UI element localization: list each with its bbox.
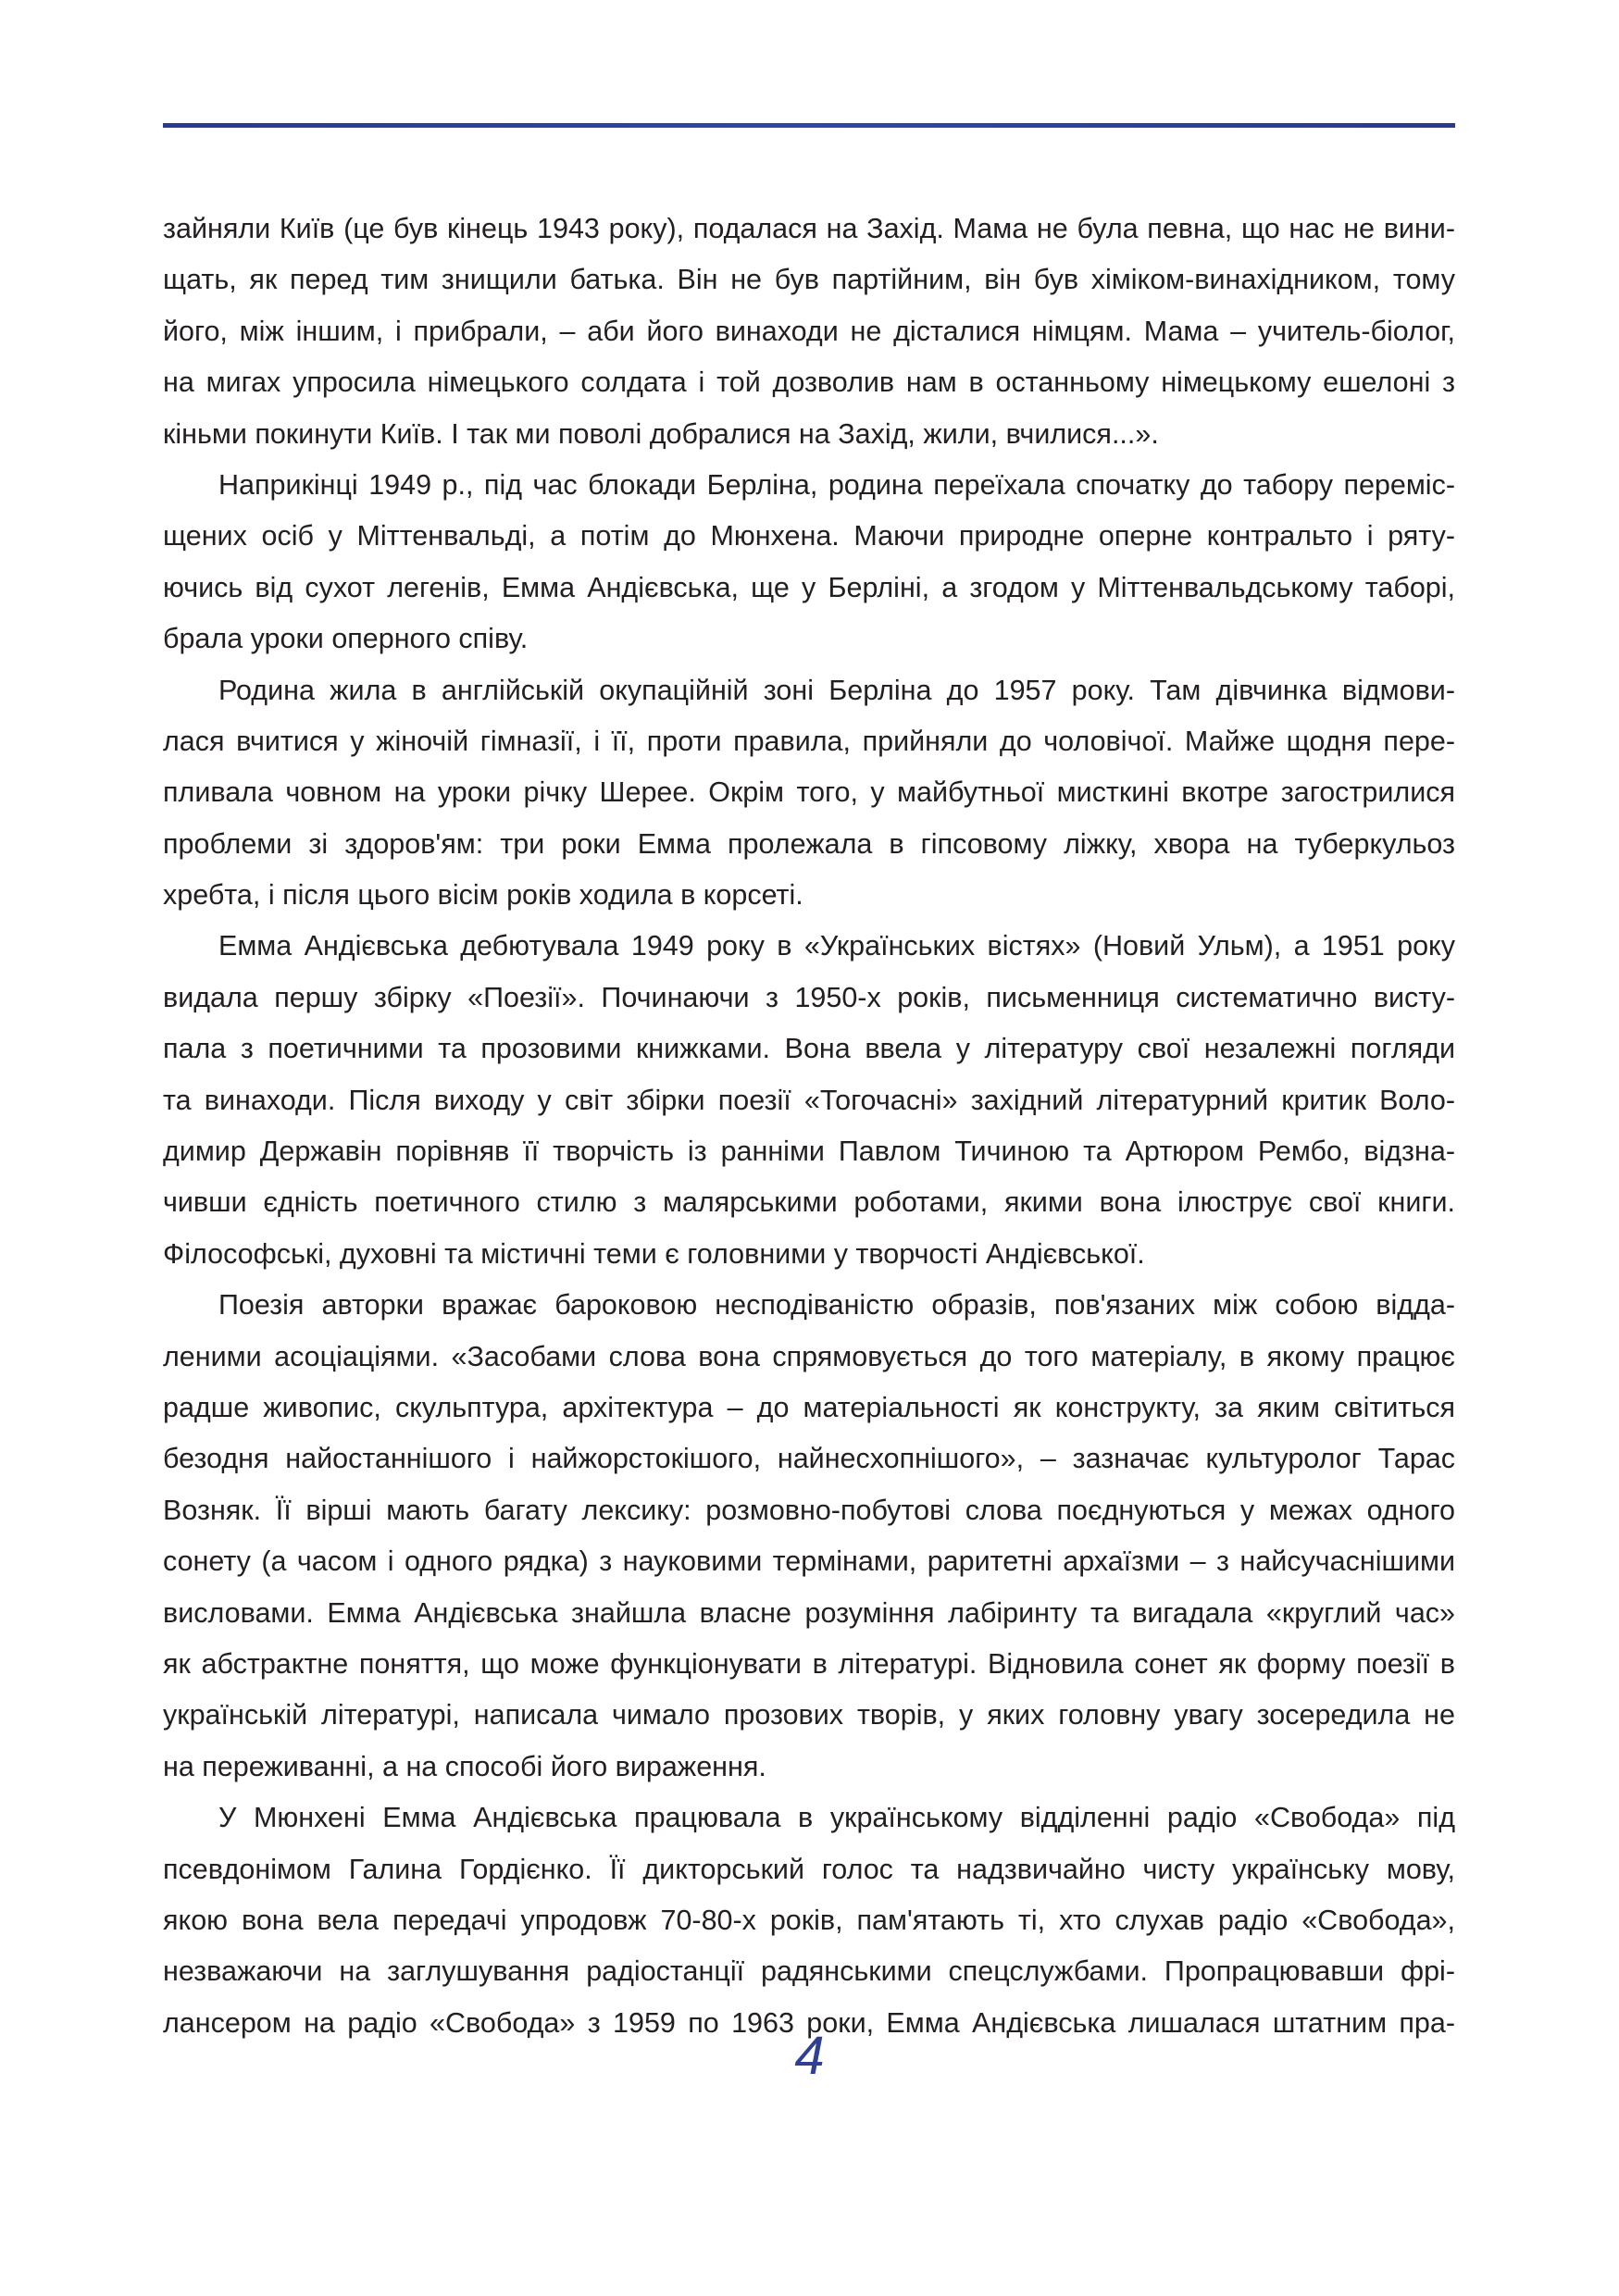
text-line: якою вона вела передачі упродовж 70-80-х років, пам'ятають ті, хто слухав радіо «Свобода»,: [163, 1904, 1455, 1936]
text-line: димир Державін порівняв її творчість із ранніми Павлом Тичиною та Артюром Рембо, відзна-: [163, 1136, 1455, 1168]
text-line: Наприкінці 1949 р., під час блокади Берліна, родина переїхала спочатку до табору переміс-: [218, 468, 1455, 501]
text-line: пливала човном на уроки річку Шерее. Окрім того, у майбутньої мисткині вкотре загострилися: [163, 776, 1455, 809]
text-line: проблеми зі здоров'ям: три роки Емма пролежала в гіпсовому ліжку, хвора на туберкульоз: [163, 827, 1455, 860]
text-line: сонету (а часом і одного рядка) з науковими термінами, раритетні архаїзми – з найсучаснішими: [163, 1545, 1455, 1578]
paragraph: [163, 1793, 1455, 2049]
text-line: на переживанні, а на способі його вираження.: [163, 1750, 766, 1782]
text-line: лася вчитися у жіночій гімназії, і її, проти правила, прийняли до чоловічої. Майже щодня пере-: [163, 725, 1455, 757]
paragraph: [163, 921, 1455, 1280]
header-rule: [163, 123, 1455, 128]
text-line: лансером на радіо «Свобода» з 1959 по 1963 роки, Емма Андієвська лишалася штатним пра-: [163, 2006, 1455, 2039]
text-line: брала уроки оперного співу.: [163, 623, 529, 655]
text-line: незважаючи на заглушування радіостанції радянськими спецслужбами. Пропрацювавши фрі-: [163, 1955, 1455, 1988]
text-line: щать, як перед тим знищили батька. Він не був партійним, він був хіміком-винахідником, тому: [163, 264, 1455, 296]
text-line: кіньми покинути Київ. І так ми поволі добралися на Захід, жили, вчилися...».: [163, 417, 1159, 450]
text-line: щених осіб у Міттенвальді, а потім до Мюнхена. Маючи природне оперне контральто і ряту-: [163, 520, 1455, 552]
text-line: на мигах упросила німецького солдата і той дозволив нам в останньому німецькому ешелоні з: [163, 366, 1455, 399]
text-line: Возняк. Її вірші мають багату лексику: розмовно-побутові слова поєднуються у межах одного: [163, 1494, 1455, 1526]
text-line: У Мюнхені Емма Андієвська працювала в українському відділенні радіо «Свобода» під: [218, 1802, 1455, 1834]
page-number: 4: [794, 2026, 825, 2086]
paragraph: [163, 460, 1455, 665]
paragraph: [163, 665, 1455, 922]
text-line: його, між іншим, і прибрали, – аби його винаходи не дісталися німцям. Мама – учитель-біолог,: [163, 315, 1455, 347]
text-line: Емма Андієвська дебютувала 1949 року в «Українських вістях» (Новий Ульм), а 1951 року: [218, 930, 1455, 962]
text-line: пала з поетичними та прозовими книжками. Вона ввела у літературу свої незалежні погляди: [163, 1033, 1455, 1065]
text-line: леними асоціаціями. «Засобами слова вона спрямовується до того матеріалу, в якому працює: [163, 1340, 1455, 1372]
text-line: хребта, і після цього вісім років ходила в корсеті.: [163, 879, 803, 912]
text-line: радше живопис, скульптура, архітектура – до матеріальності як конструкту, за яким світиться: [163, 1391, 1455, 1423]
text-line: ючись від сухот легенів, Емма Андієвська, ще у Берліні, а згодом у Міттенвальдському таборі,: [163, 571, 1455, 603]
text-line: як абстрактне поняття, що може функціонувати в літературі. Відновила сонет як форму поезії в: [163, 1647, 1455, 1680]
text-line: Поезія авторки вражає бароковою несподіваністю образів, пов'язаних між собою відда-: [218, 1289, 1455, 1322]
paragraph: [163, 1280, 1455, 1793]
text-line: безодня найостаннішого і найжорстокішого, найнесхопнішого», – зазначає культуролог Тарас: [163, 1443, 1455, 1475]
text-line: зайняли Київ (це був кінець 1943 року), подалася на Захід. Мама не була певна, що нас не вини-: [163, 213, 1455, 244]
text-line: видала першу збірку «Поезії». Починаючи з 1950-х років, письменниця систематично висту-: [163, 981, 1455, 1013]
text-line: висловами. Емма Андієвська знайшла власне розуміння лабіринту та вигадала «круглий час»: [163, 1596, 1455, 1629]
text-line: Родина жила в англійській окупаційній зоні Берліна до 1957 року. Там дівчинка відмови-: [218, 674, 1455, 706]
text-line: Філософські, духовні та містичні теми є головними у творчості Андієвської.: [163, 1237, 1145, 1270]
body-text: [163, 204, 1455, 2049]
text-line: чивши єдність поетичного стилю з малярськими роботами, якими вона ілюструє свої книги.: [163, 1186, 1455, 1219]
paragraph: [163, 204, 1455, 460]
text-line: псевдонімом Галина Гордієнко. Її дикторський голос та надзвичайно чисту українську мову,: [163, 1853, 1455, 1885]
text-line: українській літературі, написала чимало прозових творів, у яких головну увагу зосередила не: [163, 1699, 1455, 1731]
text-line: та винаходи. Після виходу у світ збірки поезії «Тогочасні» західний літературний критик Воло-: [163, 1084, 1455, 1116]
